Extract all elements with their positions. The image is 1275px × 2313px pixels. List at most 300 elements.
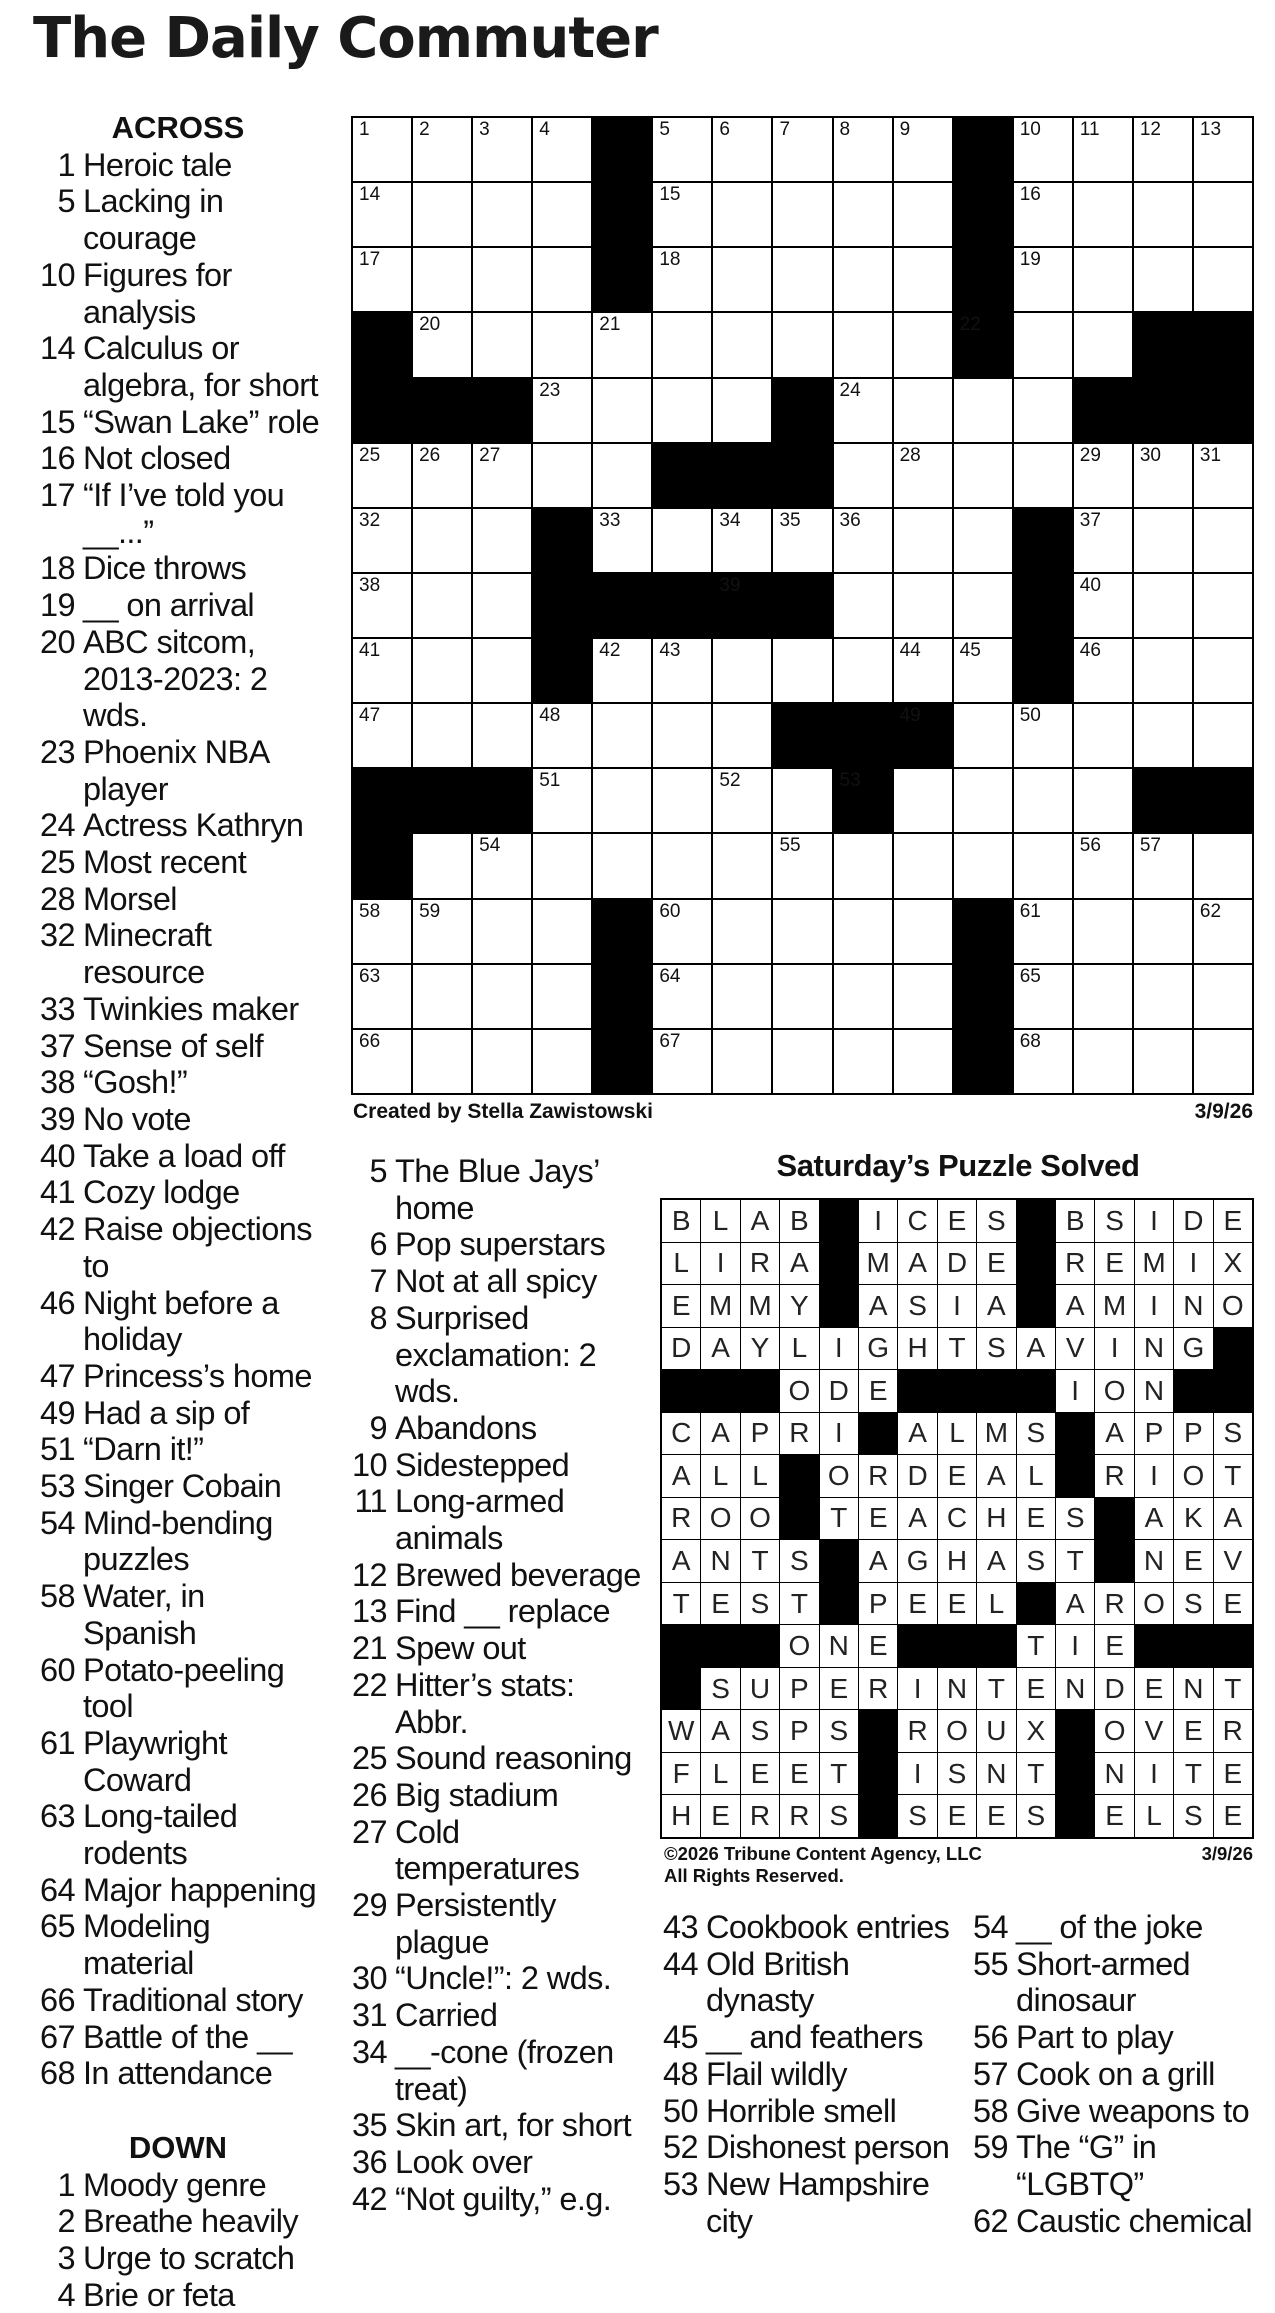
grid-cell[interactable] bbox=[773, 639, 831, 702]
solution-black-square bbox=[977, 1370, 1015, 1412]
grid-cell[interactable] bbox=[1194, 704, 1252, 767]
grid-black-square bbox=[593, 248, 651, 311]
grid-cell[interactable] bbox=[353, 444, 411, 507]
grid-cell[interactable] bbox=[473, 1030, 531, 1093]
solution-letter: L bbox=[662, 1243, 700, 1285]
grid-cell[interactable] bbox=[713, 639, 771, 702]
grid-cell[interactable] bbox=[713, 834, 771, 897]
grid-cell[interactable] bbox=[593, 704, 651, 767]
grid-cell[interactable] bbox=[954, 834, 1012, 897]
solution-letter: D bbox=[1095, 1668, 1133, 1710]
grid-cell[interactable] bbox=[1014, 965, 1072, 1028]
grid-cell[interactable] bbox=[413, 313, 471, 376]
grid-cell[interactable] bbox=[1134, 639, 1192, 702]
grid-cell[interactable] bbox=[533, 1030, 591, 1093]
clue-item bbox=[345, 1887, 645, 1960]
solution-letter: S bbox=[820, 1710, 858, 1752]
solution-letter: A bbox=[741, 1200, 779, 1242]
solution-letter: R bbox=[859, 1668, 897, 1710]
grid-cell[interactable] bbox=[954, 704, 1012, 767]
clue-item bbox=[656, 1946, 956, 2019]
clue-item bbox=[345, 1483, 645, 1556]
grid-cell[interactable] bbox=[1074, 574, 1132, 637]
solution-letter: S bbox=[741, 1710, 779, 1752]
grid-cell[interactable] bbox=[1014, 769, 1072, 832]
clue-number: 57 bbox=[973, 2055, 1008, 2092]
solution-letter: R bbox=[1056, 1243, 1094, 1285]
clue-item bbox=[345, 1667, 645, 1740]
clue-item bbox=[33, 1725, 323, 1798]
cell-number: 47 bbox=[359, 705, 381, 727]
grid-cell[interactable] bbox=[413, 574, 471, 637]
grid-cell[interactable] bbox=[413, 1030, 471, 1093]
grid-cell[interactable] bbox=[1074, 769, 1132, 832]
grid-cell[interactable] bbox=[653, 900, 711, 963]
grid-black-square bbox=[1014, 639, 1072, 702]
grid-cell[interactable] bbox=[413, 900, 471, 963]
grid-cell[interactable] bbox=[894, 1030, 952, 1093]
grid-cell[interactable] bbox=[834, 444, 892, 507]
grid-cell[interactable] bbox=[593, 379, 651, 442]
grid-cell[interactable] bbox=[1134, 1030, 1192, 1093]
grid-cell[interactable] bbox=[653, 965, 711, 1028]
grid-cell[interactable] bbox=[593, 313, 651, 376]
solution-black-square bbox=[820, 1540, 858, 1582]
clue-number: 4 bbox=[57, 2276, 75, 2313]
grid-cell[interactable] bbox=[834, 1030, 892, 1093]
solution-black-square bbox=[1214, 1625, 1252, 1667]
grid-cell[interactable] bbox=[653, 379, 711, 442]
grid-cell[interactable] bbox=[413, 704, 471, 767]
grid-cell[interactable] bbox=[954, 574, 1012, 637]
grid-cell[interactable] bbox=[533, 313, 591, 376]
grid-cell[interactable] bbox=[593, 639, 651, 702]
grid-cell[interactable] bbox=[1014, 118, 1072, 181]
grid-cell[interactable] bbox=[713, 118, 771, 181]
grid-cell[interactable] bbox=[894, 248, 952, 311]
grid-cell[interactable] bbox=[653, 313, 711, 376]
grid-cell[interactable] bbox=[773, 965, 831, 1028]
grid-cell[interactable] bbox=[533, 965, 591, 1028]
clue-text: Dice throws bbox=[83, 550, 247, 587]
grid-cell[interactable] bbox=[773, 118, 831, 181]
grid-cell[interactable] bbox=[473, 639, 531, 702]
grid-cell[interactable] bbox=[1194, 900, 1252, 963]
clue-text: Short-armed dinosaur bbox=[1016, 1945, 1191, 2019]
grid-cell[interactable] bbox=[713, 704, 771, 767]
solution-letter: U bbox=[741, 1668, 779, 1710]
solution-letter: S bbox=[741, 1583, 779, 1625]
grid-cell[interactable] bbox=[773, 834, 831, 897]
grid-cell[interactable] bbox=[1074, 509, 1132, 572]
grid-cell[interactable] bbox=[1194, 509, 1252, 572]
grid-cell[interactable] bbox=[533, 834, 591, 897]
grid-cell[interactable] bbox=[1194, 639, 1252, 702]
cell-number: 26 bbox=[419, 444, 441, 466]
grid-cell[interactable] bbox=[894, 965, 952, 1028]
clue-item bbox=[656, 2093, 956, 2130]
grid-cell[interactable] bbox=[473, 183, 531, 246]
grid-cell[interactable] bbox=[413, 965, 471, 1028]
solution-letter: I bbox=[1135, 1285, 1173, 1327]
grid-cell[interactable] bbox=[834, 118, 892, 181]
grid-cell[interactable] bbox=[1074, 313, 1132, 376]
clue-item bbox=[33, 1982, 323, 2019]
grid-cell[interactable] bbox=[713, 248, 771, 311]
grid-cell[interactable] bbox=[593, 509, 651, 572]
solution-letter: C bbox=[662, 1413, 700, 1455]
grid-cell[interactable] bbox=[473, 965, 531, 1028]
grid-cell[interactable] bbox=[473, 444, 531, 507]
grid-cell[interactable] bbox=[1074, 183, 1132, 246]
grid-cell[interactable] bbox=[413, 834, 471, 897]
grid-cell[interactable] bbox=[1014, 444, 1072, 507]
clue-text: __-cone (frozen treat) bbox=[395, 2033, 614, 2107]
solution-letter: E bbox=[859, 1625, 897, 1667]
grid-cell[interactable] bbox=[1194, 444, 1252, 507]
grid-cell[interactable] bbox=[473, 248, 531, 311]
cell-number: 65 bbox=[1019, 965, 1041, 987]
solution-letter: P bbox=[1174, 1413, 1212, 1455]
clue-number: 16 bbox=[40, 440, 75, 477]
grid-cell[interactable] bbox=[653, 248, 711, 311]
grid-black-square bbox=[954, 313, 1012, 376]
grid-cell[interactable] bbox=[353, 183, 411, 246]
grid-cell[interactable] bbox=[713, 769, 771, 832]
grid-cell[interactable] bbox=[593, 834, 651, 897]
solution-letter: L bbox=[938, 1413, 976, 1455]
clue-text: Pop superstars bbox=[395, 1226, 606, 1263]
grid-cell[interactable] bbox=[773, 509, 831, 572]
grid-cell[interactable] bbox=[1014, 379, 1072, 442]
grid-cell[interactable] bbox=[1194, 965, 1252, 1028]
grid-cell[interactable] bbox=[413, 509, 471, 572]
clue-item bbox=[33, 404, 323, 441]
clue-number: 12 bbox=[352, 1556, 387, 1593]
grid-cell[interactable] bbox=[954, 509, 1012, 572]
grid-cell[interactable] bbox=[894, 900, 952, 963]
grid-cell[interactable] bbox=[533, 379, 591, 442]
clue-text: Cook on a grill bbox=[1016, 2055, 1215, 2092]
solution-letter: T bbox=[1214, 1668, 1252, 1710]
grid-cell[interactable] bbox=[653, 704, 711, 767]
clue-number: 25 bbox=[40, 844, 75, 881]
grid-cell[interactable] bbox=[1134, 444, 1192, 507]
solution-grid bbox=[660, 1198, 1254, 1839]
down-header: DOWN bbox=[128, 2129, 228, 2165]
solution-black-square bbox=[780, 1498, 818, 1540]
clue-text: Mind-bending puzzles bbox=[83, 1504, 273, 1578]
grid-cell[interactable] bbox=[353, 574, 411, 637]
solution-letter: S bbox=[1095, 1200, 1133, 1242]
grid-cell[interactable] bbox=[1074, 248, 1132, 311]
clue-item bbox=[33, 2203, 323, 2240]
clue-number: 1 bbox=[57, 2166, 75, 2203]
solution-letter: E bbox=[662, 1285, 700, 1327]
clue-item bbox=[345, 2181, 645, 2218]
clue-number: 2 bbox=[57, 2203, 75, 2240]
grid-cell[interactable] bbox=[1014, 834, 1072, 897]
solution-letter: T bbox=[662, 1583, 700, 1625]
grid-cell[interactable] bbox=[353, 704, 411, 767]
grid-cell[interactable] bbox=[1074, 834, 1132, 897]
grid-cell[interactable] bbox=[1014, 1030, 1072, 1093]
solution-letter: O bbox=[741, 1498, 779, 1540]
grid-cell[interactable] bbox=[773, 900, 831, 963]
solution-black-square bbox=[859, 1413, 897, 1455]
grid-cell[interactable] bbox=[894, 834, 952, 897]
grid-cell[interactable] bbox=[834, 900, 892, 963]
grid-cell[interactable] bbox=[894, 313, 952, 376]
grid-cell[interactable] bbox=[533, 118, 591, 181]
grid-cell[interactable] bbox=[1194, 1030, 1252, 1093]
grid-cell[interactable] bbox=[353, 248, 411, 311]
grid-cell[interactable] bbox=[473, 118, 531, 181]
solution-letter: M bbox=[701, 1285, 739, 1327]
clue-item bbox=[345, 1777, 645, 1814]
grid-cell[interactable] bbox=[353, 509, 411, 572]
grid-cell[interactable] bbox=[1014, 183, 1072, 246]
clue-item bbox=[33, 844, 323, 881]
solution-letter: N bbox=[1135, 1328, 1173, 1370]
grid-cell[interactable] bbox=[473, 834, 531, 897]
grid-cell[interactable] bbox=[1014, 704, 1072, 767]
clue-text: Caustic chemical bbox=[1016, 2202, 1253, 2239]
grid-cell[interactable] bbox=[894, 118, 952, 181]
clue-text: Cozy lodge bbox=[83, 1174, 240, 1211]
grid-cell[interactable] bbox=[834, 248, 892, 311]
grid-cell[interactable] bbox=[834, 379, 892, 442]
grid-cell[interactable] bbox=[954, 444, 1012, 507]
clue-item bbox=[33, 330, 323, 403]
clue-number: 10 bbox=[352, 1446, 387, 1483]
grid-cell[interactable] bbox=[413, 444, 471, 507]
solution-letter: T bbox=[1017, 1625, 1055, 1667]
grid-cell[interactable] bbox=[773, 313, 831, 376]
cell-number: 7 bbox=[779, 119, 791, 140]
grid-cell[interactable] bbox=[1074, 900, 1132, 963]
grid-cell[interactable] bbox=[1134, 183, 1192, 246]
clue-number: 33 bbox=[40, 990, 75, 1027]
grid-cell[interactable] bbox=[533, 444, 591, 507]
grid-cell[interactable] bbox=[1134, 574, 1192, 637]
solution-letter: C bbox=[938, 1498, 976, 1540]
grid-cell[interactable] bbox=[353, 965, 411, 1028]
puzzle-date: 3/9/26 bbox=[1194, 1100, 1253, 1123]
grid-cell[interactable] bbox=[1194, 118, 1252, 181]
grid-cell[interactable] bbox=[473, 313, 531, 376]
clue-text: Abandons bbox=[395, 1409, 537, 1446]
solution-black-square bbox=[1017, 1370, 1055, 1412]
clue-item bbox=[33, 1395, 323, 1432]
grid-cell[interactable] bbox=[1074, 1030, 1132, 1093]
grid-cell[interactable] bbox=[473, 704, 531, 767]
down-column-2 bbox=[345, 1153, 645, 2217]
grid-cell[interactable] bbox=[894, 379, 952, 442]
grid-cell[interactable] bbox=[894, 574, 952, 637]
solution-black-square bbox=[938, 1370, 976, 1412]
grid-cell[interactable] bbox=[653, 834, 711, 897]
grid-cell[interactable] bbox=[1134, 965, 1192, 1028]
grid-cell[interactable] bbox=[773, 769, 831, 832]
grid-cell[interactable] bbox=[1194, 248, 1252, 311]
grid-cell[interactable] bbox=[713, 965, 771, 1028]
grid-cell[interactable] bbox=[834, 183, 892, 246]
grid-cell[interactable] bbox=[653, 1030, 711, 1093]
clue-text: Morsel bbox=[83, 880, 177, 917]
grid-cell[interactable] bbox=[834, 965, 892, 1028]
cell-number: 15 bbox=[659, 184, 681, 206]
grid-cell[interactable] bbox=[834, 313, 892, 376]
clue-text: Sense of self bbox=[83, 1027, 264, 1064]
grid-cell[interactable] bbox=[1014, 900, 1072, 963]
solution-letter: I bbox=[938, 1285, 976, 1327]
grid-cell[interactable] bbox=[894, 509, 952, 572]
grid-cell[interactable] bbox=[473, 900, 531, 963]
clue-number: 10 bbox=[40, 256, 75, 293]
solution-letter: X bbox=[1214, 1243, 1252, 1285]
grid-cell[interactable] bbox=[713, 509, 771, 572]
solution-letter: I bbox=[1056, 1625, 1094, 1667]
solution-letter: A bbox=[662, 1540, 700, 1582]
grid-cell[interactable] bbox=[773, 248, 831, 311]
solution-black-square bbox=[1135, 1625, 1173, 1667]
grid-cell[interactable] bbox=[533, 900, 591, 963]
cell-number: 44 bbox=[899, 640, 921, 662]
grid-cell[interactable] bbox=[894, 183, 952, 246]
grid-cell[interactable] bbox=[894, 444, 952, 507]
grid-cell[interactable] bbox=[413, 248, 471, 311]
grid-cell[interactable] bbox=[1134, 248, 1192, 311]
clue-number: 53 bbox=[40, 1468, 75, 1505]
grid-cell[interactable] bbox=[413, 118, 471, 181]
grid-cell[interactable] bbox=[773, 183, 831, 246]
solution-letter: F bbox=[662, 1753, 700, 1795]
grid-cell[interactable] bbox=[954, 639, 1012, 702]
solution-letter: V bbox=[1135, 1710, 1173, 1752]
grid-cell[interactable] bbox=[1134, 118, 1192, 181]
grid-cell[interactable] bbox=[653, 118, 711, 181]
grid-black-square bbox=[773, 444, 831, 507]
grid-cell[interactable] bbox=[954, 379, 1012, 442]
grid-cell[interactable] bbox=[954, 769, 1012, 832]
grid-cell[interactable] bbox=[1074, 965, 1132, 1028]
grid-black-square bbox=[353, 834, 411, 897]
grid-cell[interactable] bbox=[1074, 704, 1132, 767]
grid-cell[interactable] bbox=[773, 1030, 831, 1093]
solution-letter: R bbox=[662, 1498, 700, 1540]
solution-letter: R bbox=[780, 1413, 818, 1455]
clue-number: 37 bbox=[40, 1027, 75, 1064]
grid-cell[interactable] bbox=[713, 379, 771, 442]
clue-number: 68 bbox=[40, 2055, 75, 2092]
cell-number: 53 bbox=[839, 770, 861, 792]
grid-cell[interactable] bbox=[1194, 834, 1252, 897]
clue-number: 21 bbox=[352, 1630, 387, 1667]
solution-letter: S bbox=[820, 1795, 858, 1837]
solution-letter: H bbox=[662, 1795, 700, 1837]
grid-cell[interactable] bbox=[593, 444, 651, 507]
grid-cell[interactable] bbox=[1134, 834, 1192, 897]
solution-letter: E bbox=[898, 1583, 936, 1625]
grid-cell[interactable] bbox=[1014, 313, 1072, 376]
grid-cell[interactable] bbox=[713, 900, 771, 963]
clue-text: “Gosh!” bbox=[83, 1064, 188, 1101]
clue-item bbox=[33, 477, 323, 550]
grid-cell[interactable] bbox=[713, 313, 771, 376]
grid-cell[interactable] bbox=[413, 639, 471, 702]
grid-cell[interactable] bbox=[834, 834, 892, 897]
grid-cell[interactable] bbox=[533, 769, 591, 832]
grid-cell[interactable] bbox=[353, 1030, 411, 1093]
grid-cell[interactable] bbox=[1134, 509, 1192, 572]
solution-letter: E bbox=[780, 1753, 818, 1795]
grid-cell[interactable] bbox=[353, 118, 411, 181]
solution-letter: O bbox=[938, 1710, 976, 1752]
solution-letter: L bbox=[1135, 1795, 1173, 1837]
solution-letter: I bbox=[820, 1413, 858, 1455]
grid-cell[interactable] bbox=[713, 183, 771, 246]
solution-letter: T bbox=[820, 1498, 858, 1540]
grid-cell[interactable] bbox=[1194, 183, 1252, 246]
grid-cell[interactable] bbox=[1134, 900, 1192, 963]
grid-cell[interactable] bbox=[1074, 639, 1132, 702]
cell-number: 41 bbox=[359, 640, 381, 662]
solution-letter: I bbox=[820, 1328, 858, 1370]
solution-black-square bbox=[1056, 1795, 1094, 1837]
solution-letter: A bbox=[1017, 1328, 1055, 1370]
solution-letter: N bbox=[1174, 1668, 1212, 1710]
solution-letter: S bbox=[1017, 1795, 1055, 1837]
solution-letter: L bbox=[780, 1328, 818, 1370]
grid-cell[interactable] bbox=[353, 900, 411, 963]
clue-text: Brewed beverage bbox=[395, 1556, 641, 1593]
grid-cell[interactable] bbox=[533, 183, 591, 246]
cell-number: 37 bbox=[1079, 509, 1101, 531]
down-clue-list-c bbox=[656, 1909, 956, 2239]
grid-black-square bbox=[413, 379, 471, 442]
grid-cell[interactable] bbox=[834, 574, 892, 637]
grid-cell[interactable] bbox=[834, 639, 892, 702]
grid-cell[interactable] bbox=[353, 639, 411, 702]
grid-cell[interactable] bbox=[834, 509, 892, 572]
grid-cell[interactable] bbox=[894, 639, 952, 702]
solution-letter: T bbox=[820, 1753, 858, 1795]
grid-cell[interactable] bbox=[593, 769, 651, 832]
grid-cell[interactable] bbox=[1074, 444, 1132, 507]
grid-cell[interactable] bbox=[413, 183, 471, 246]
grid-cell[interactable] bbox=[653, 639, 711, 702]
grid-cell[interactable] bbox=[1134, 704, 1192, 767]
grid-cell[interactable] bbox=[894, 769, 952, 832]
clue-number: 5 bbox=[369, 1153, 387, 1189]
grid-cell[interactable] bbox=[533, 248, 591, 311]
solution-letter: N bbox=[820, 1625, 858, 1667]
grid-cell[interactable] bbox=[1194, 574, 1252, 637]
clue-item bbox=[33, 550, 323, 587]
grid-cell[interactable] bbox=[533, 704, 591, 767]
grid-cell[interactable] bbox=[473, 509, 531, 572]
grid-cell[interactable] bbox=[473, 574, 531, 637]
grid-cell[interactable] bbox=[653, 509, 711, 572]
grid-cell[interactable] bbox=[1014, 248, 1072, 311]
grid-cell[interactable] bbox=[653, 183, 711, 246]
grid-cell[interactable] bbox=[653, 769, 711, 832]
grid-cell[interactable] bbox=[1074, 118, 1132, 181]
grid-cell[interactable] bbox=[713, 1030, 771, 1093]
clue-number: 23 bbox=[40, 733, 75, 770]
cell-number: 29 bbox=[1079, 444, 1101, 466]
